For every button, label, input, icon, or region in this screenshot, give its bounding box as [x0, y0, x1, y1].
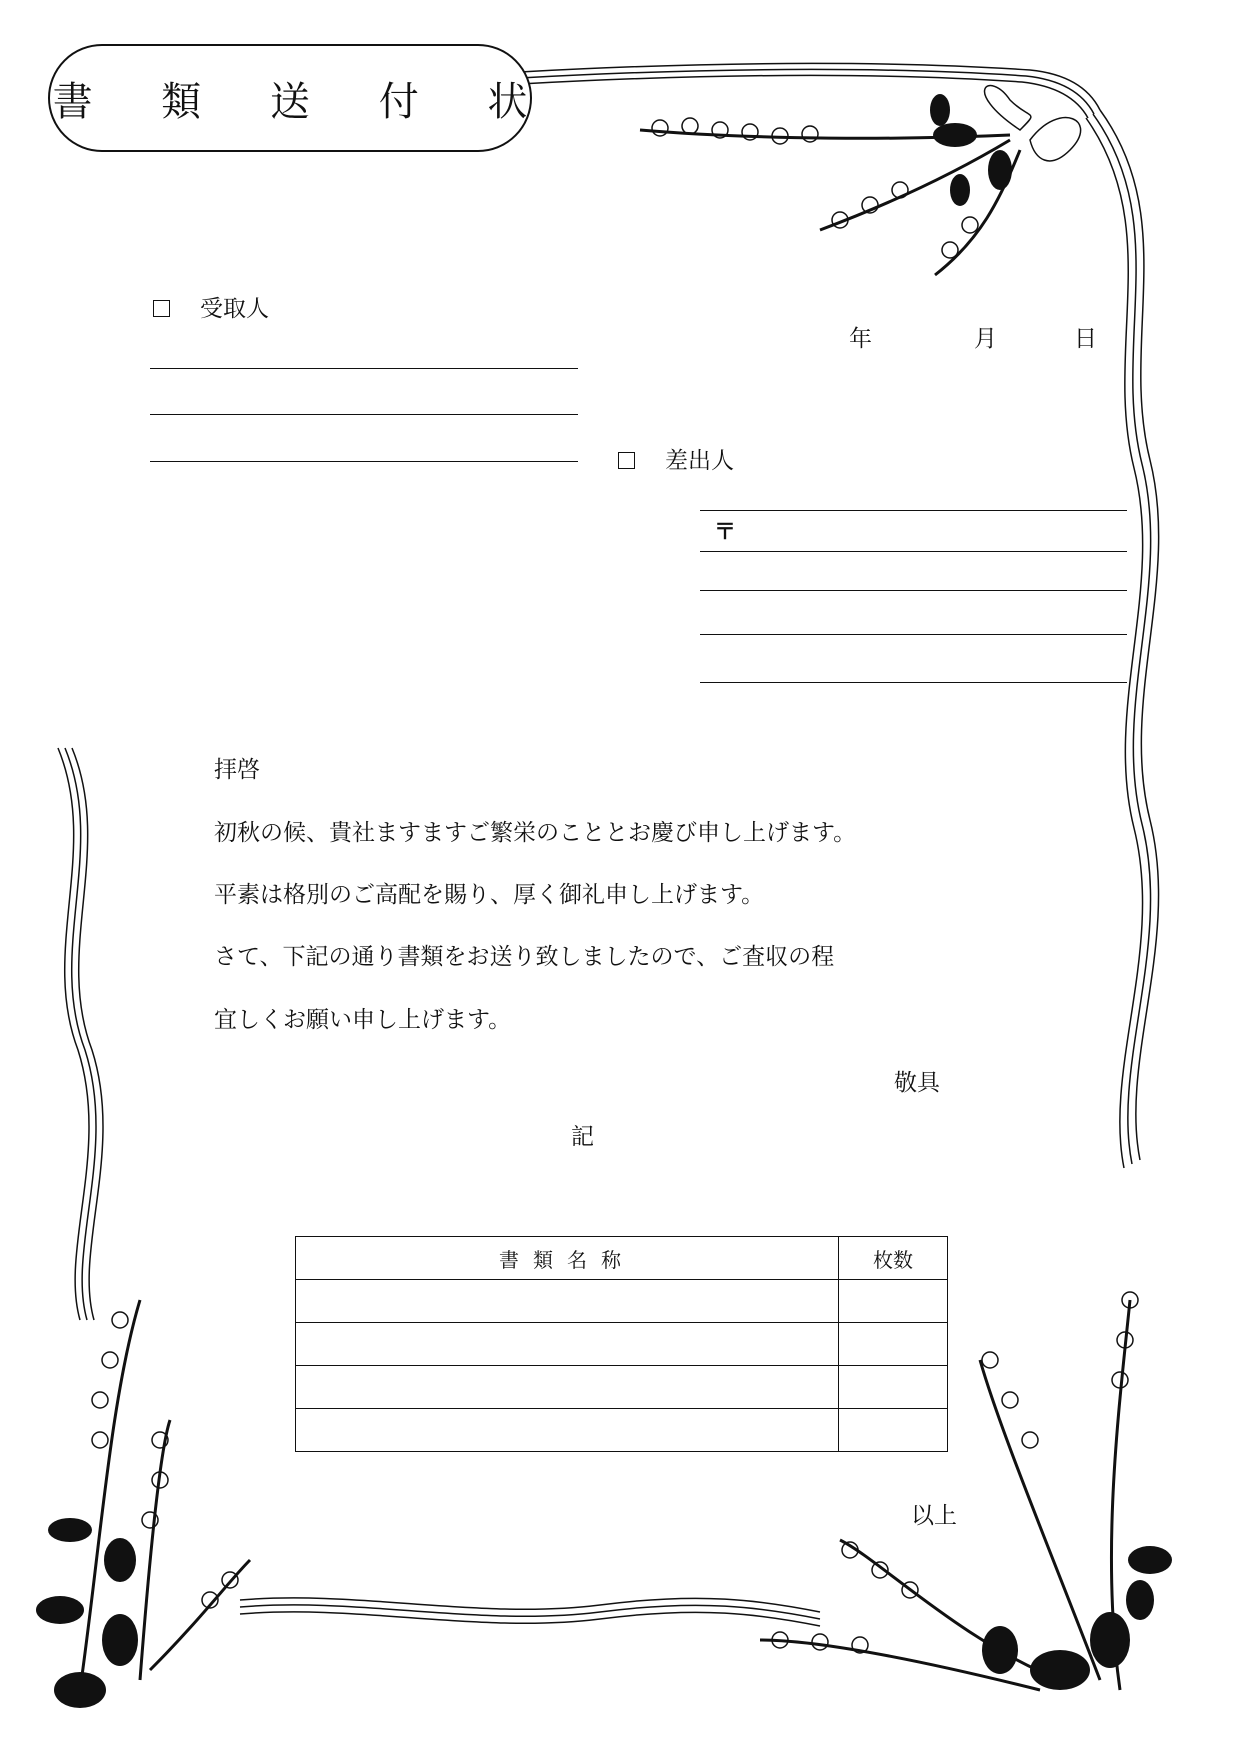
body-line-3: さて、下記の通り書類をお送り致しましたので、ご査収の程 — [214, 944, 835, 970]
ijou-closing: 以上 — [911, 1503, 957, 1529]
ki-heading: 記 — [571, 1124, 594, 1150]
date-year-label: 年 — [849, 326, 872, 352]
right-ribbon — [1100, 110, 1159, 1160]
recipient-line-3[interactable] — [150, 461, 578, 462]
right-ribbon — [1086, 118, 1143, 1168]
plant-bottom-left-leaves — [36, 1518, 138, 1708]
date-month-label: 月 — [974, 326, 997, 352]
document-name-cell[interactable] — [296, 1280, 839, 1323]
bow-loop — [1030, 118, 1081, 161]
sender-line-company[interactable] — [700, 634, 1127, 635]
date-day-label: 日 — [1074, 326, 1097, 352]
sender-line-postal[interactable] — [700, 551, 1127, 552]
left-ribbon — [72, 748, 103, 1320]
top-ribbon — [520, 69, 1094, 114]
recipient-label-row — [153, 290, 269, 323]
opening-greeting: 拝啓 — [214, 757, 260, 783]
body-line-2: 平素は格別のご高配を賜り、厚く御礼申し上げます。 — [214, 882, 765, 908]
title-box — [48, 44, 556, 152]
top-ribbon — [520, 75, 1088, 118]
table-row — [296, 1280, 948, 1323]
sender-checkbox[interactable] — [618, 452, 635, 469]
sender-line-name[interactable] — [700, 682, 1127, 683]
left-ribbon — [65, 748, 96, 1320]
sender-line-top — [700, 510, 1127, 511]
document-name-cell[interactable] — [296, 1323, 839, 1366]
documents-table — [295, 1236, 948, 1452]
recipient-label: 受取人 — [200, 296, 269, 322]
plant-top-right-leaves — [930, 94, 1012, 206]
body-line-4: 宜しくお願い申し上げます。 — [214, 1007, 512, 1033]
body-line-1: 初秋の候、貴社ますますご繁栄のこととお慶び申し上げます。 — [214, 820, 857, 846]
recipient-line-2[interactable] — [150, 414, 578, 415]
table-row — [296, 1323, 948, 1366]
page-count-cell[interactable] — [839, 1280, 948, 1323]
table-row — [296, 1366, 948, 1409]
page-count-cell[interactable] — [839, 1366, 948, 1409]
header-page-count: 枚数 — [839, 1237, 948, 1280]
header-document-name: 書類名称 — [296, 1237, 839, 1280]
document-title: 書 類 送 付 状 — [52, 78, 556, 125]
postal-mark: 〒 — [714, 520, 737, 545]
page-count-cell[interactable] — [839, 1323, 948, 1366]
recipient-line-1[interactable] — [150, 368, 578, 369]
sender-line-address[interactable] — [700, 590, 1127, 591]
sender-label: 差出人 — [665, 448, 734, 474]
closing-keigu: 敬具 — [894, 1070, 940, 1096]
document-name-cell[interactable] — [296, 1366, 839, 1409]
page-count-cell[interactable] — [839, 1409, 948, 1452]
left-ribbon — [58, 748, 89, 1320]
bottom-ribbon — [240, 1612, 820, 1626]
table-header-row — [296, 1237, 948, 1280]
recipient-checkbox[interactable] — [153, 300, 170, 317]
document-name-cell[interactable] — [296, 1409, 839, 1452]
bow-loop — [985, 86, 1031, 130]
right-ribbon — [1093, 114, 1151, 1164]
sender-label-row — [618, 442, 734, 475]
table-row — [296, 1409, 948, 1452]
